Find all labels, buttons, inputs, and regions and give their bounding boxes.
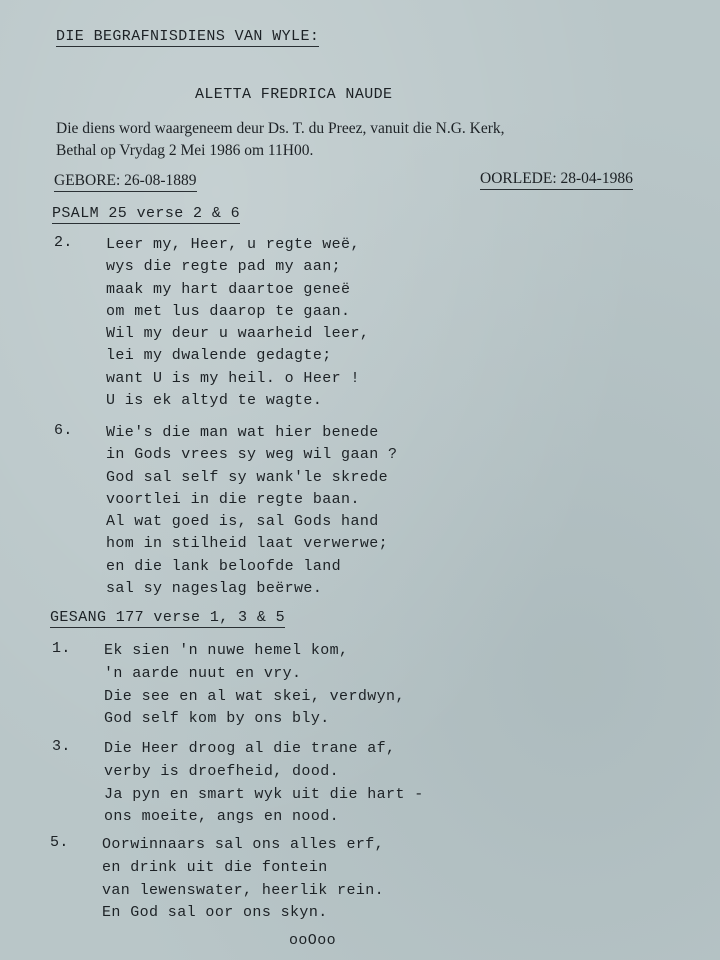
verse-line: Ja pyn en smart wyk uit die hart - [104,785,424,803]
psalm-heading: PSALM 25 verse 2 & 6 [52,205,241,222]
verse-number: 2. [54,234,73,251]
verse-line: Ek sien 'n nuwe hemel kom, [104,642,349,659]
verse-number: 3. [52,738,71,755]
verse-lines [104,640,405,731]
verse-number: 1. [52,640,71,657]
verse-line: God self kom by ons bly. [104,710,330,728]
verse-line: U is ek altyd te wagte. [106,392,323,410]
verse-line: Leer my, Heer, u regte weë, [106,236,360,253]
verse-line: van lewenswater, heerlik rein. [102,881,385,899]
verse-number: 5. [50,834,69,851]
verse-line: Wie's die man wat hier benede [106,424,379,441]
deceased-name: ALETTA FREDRICA NAUDE [195,86,393,103]
verse-line: En God sal oor ons skyn. [102,904,328,922]
verse-line: 'n aarde nuut en vry. [104,664,302,682]
verse-line: Oorwinnaars sal ons alles erf, [102,836,385,853]
gesang-heading: GESANG 177 verse 1, 3 & 5 [50,609,286,626]
verse-lines [104,738,424,829]
verse-line: en die lank beloofde land [106,557,342,575]
verse-line: hom in stilheid laat verwerwe; [106,535,389,553]
verse-line: maak my hart daartoe geneë [106,280,351,298]
verse-line: Die see en al wat skei, verdwyn, [104,687,405,705]
verse-line: Wil my deur u waarheid leer, [106,325,370,343]
verse-line: en drink uit die fontein [102,858,328,876]
verse-line: voortlei in die regte baan. [106,490,360,508]
death-date: OORLEDE: 28-04-1986 [480,170,633,190]
verse-lines [106,234,369,412]
end-ornament: ooOoo [289,932,337,949]
service-details [56,118,505,162]
verse-line: Die Heer droog al die trane af, [104,740,396,757]
verse-line: sal sy nageslag beërwe. [106,580,323,598]
service-line: Bethal op Vrydag 2 Mei 1986 om 11H00. [56,142,314,159]
verse-line: want U is my heil. o Heer ! [106,369,360,387]
verse-line: Al wat goed is, sal Gods hand [106,513,379,531]
verse-line: verby is droefheid, dood. [104,762,340,780]
birth-date: GEBORE: 26-08-1889 [54,172,197,192]
service-line: Die diens word waargeneem deur Ds. T. du Preez, vanuit die N.G. Kerk, [56,120,505,137]
verse-line: ons moeite, angs en nood. [104,808,340,826]
verse-line: wys die regte pad my aan; [106,258,342,276]
document-heading: DIE BEGRAFNISDIENS VAN WYLE: [56,28,320,45]
verse-line: God sal self sy wank'le skrede [106,468,389,486]
verse-lines [106,422,397,600]
verse-line: lei my dwalende gedagte; [106,347,332,365]
verse-line: om met lus daarop te gaan. [106,302,351,320]
verse-line: in Gods vrees sy weg wil gaan ? [106,446,398,464]
verse-number: 6. [54,422,73,439]
verse-lines [102,834,384,925]
